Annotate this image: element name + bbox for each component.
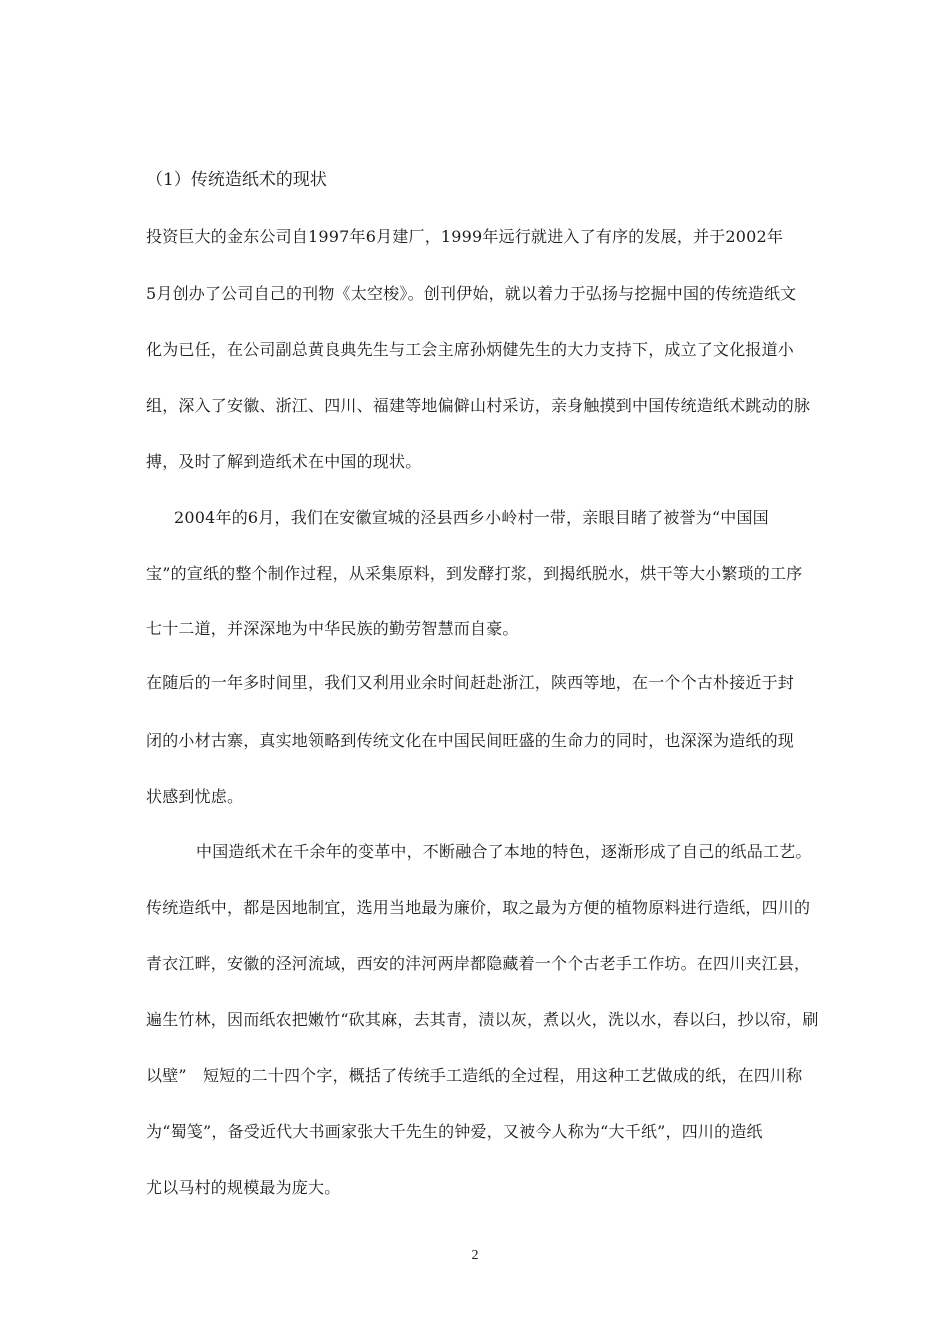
paragraph-line: 传统造纸中，都是因地制宜，选用当地最为廉价，取之最为方便的植物原料进行造纸，四川的 (146, 898, 811, 917)
paragraph-line: 2004年的6月，我们在安徽宣城的泾县西乡小岭村一带，亲眼目睹了被誉为“中国国 (174, 508, 769, 527)
paragraph-line: 以壁” 短短的二十四个字，概括了传统手工造纸的全过程，用这种工艺做成的纸，在四川称 (146, 1066, 803, 1085)
paragraph-line: 尤以马村的规模最为庞大。 (146, 1178, 341, 1197)
paragraph-line: 化为已任，在公司副总黄良典先生与工会主席孙炳健先生的大力支持下，成立了文化报道小 (146, 340, 795, 359)
paragraph-line: 遍生竹林，因而纸农把嫩竹“砍其麻，去其青，渍以灰，煮以火，洗以水，舂以臼，抄以帘，刷 (146, 1010, 819, 1029)
paragraph-line: 闭的小材古寨，真实地领略到传统文化在中国民间旺盛的生命力的同时，也深深为造纸的现 (146, 731, 795, 750)
paragraph-line: 为“蜀笺”，备受近代大书画家张大千先生的钟爱，又被今人称为“大千纸”，四川的造纸 (146, 1122, 763, 1141)
paragraph-line: 投资巨大的金东公司自1997年6月建厂，1999年远行就进入了有序的发展，并于2002年 (146, 227, 784, 246)
paragraph-line: 中国造纸术在千余年的变革中，不断融合了本地的特色，逐渐形成了自己的纸品工艺。 (196, 842, 812, 861)
paragraph-line: 宝”的宣纸的整个制作过程，从采集原料，到发酵打浆，到揭纸脱水，烘干等大小繁琐的工序 (146, 564, 803, 583)
paragraph-line: 七十二道，并深深地为中华民族的勤劳智慧而自豪。 (146, 619, 519, 638)
paragraph-line: 在随后的一年多时间里，我们又利用业余时间赶赴浙江，陕西等地，在一个个古朴接近于封 (146, 673, 795, 692)
paragraph-line: 搏，及时了解到造纸术在中国的现状。 (146, 452, 422, 471)
paragraph-line: 青衣江畔，安徽的泾河流域，西安的沣河两岸都隐藏着一个个古老手工作坊。在四川夹江县， (146, 954, 811, 973)
page-number: 2 (471, 1248, 479, 1263)
section-heading: （1）传统造纸术的现状 (146, 170, 327, 190)
paragraph-line: 状感到忧虑。 (146, 787, 244, 806)
paragraph-line: 组，深入了安徽、浙江、四川、福建等地偏僻山村采访，亲身触摸到中国传统造纸术跳动的脉 (146, 396, 811, 415)
paragraph-line: 5月创办了公司自己的刊物《太空梭》。创刊伊始，就以着力于弘扬与挖掘中国的传统造纸文 (146, 284, 797, 303)
